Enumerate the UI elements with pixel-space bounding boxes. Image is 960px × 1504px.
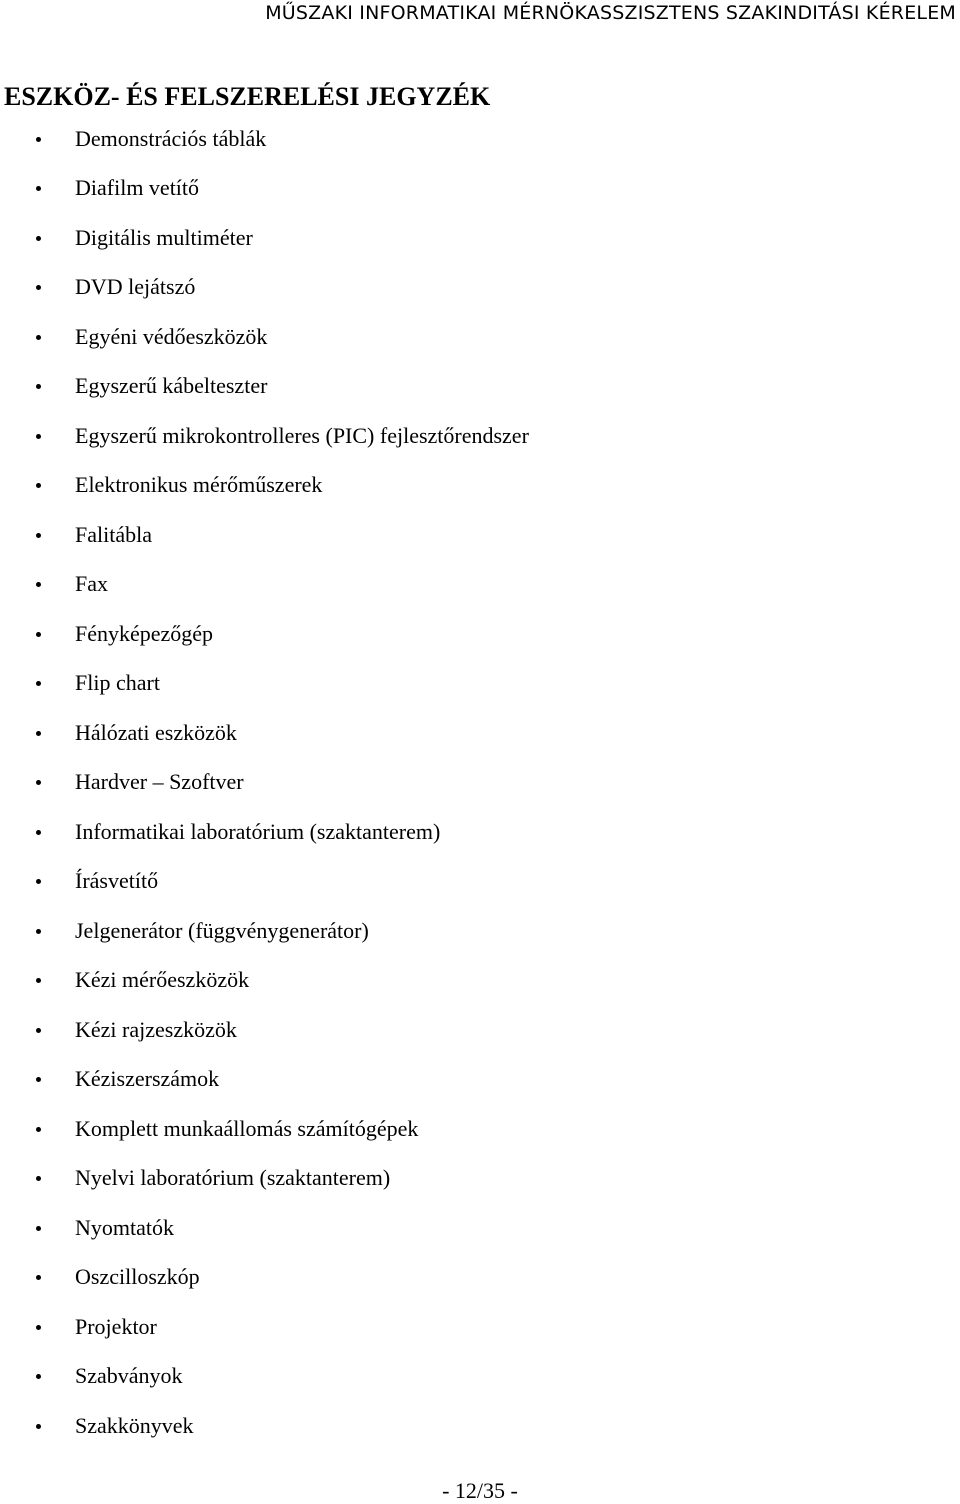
list-item-text: Elektronikus mérőműszerek (75, 472, 323, 498)
bullet-icon (36, 1424, 41, 1429)
section-title: ESZKÖZ- ÉS FELSZERELÉSI JEGYZÉK (4, 82, 491, 111)
bullet-icon (36, 186, 41, 191)
list-item-text: Egyszerű mikrokontrolleres (PIC) fejlesztőrendszer (75, 422, 529, 448)
list-item-text: Kéziszerszámok (75, 1066, 220, 1092)
list-item-text: Komplett munkaállomás számítógépek (75, 1115, 419, 1141)
list-item-text: Demonstrációs táblák (75, 125, 267, 151)
list-item-text: DVD lejátszó (75, 274, 196, 300)
bullet-icon (36, 1275, 41, 1280)
bullet-icon (36, 533, 41, 538)
list-item-text: Fax (75, 571, 108, 597)
bullet-icon (36, 830, 41, 835)
page-number: - 12/35 - (442, 1478, 518, 1503)
list-item-text: Szakkönyvek (75, 1412, 194, 1438)
list-item-text: Informatikai laboratórium (szaktanterem) (75, 818, 441, 844)
list-item-text: Diafilm vetítő (75, 175, 200, 201)
bullet-icon (36, 335, 41, 340)
bullet-icon (36, 1176, 41, 1181)
list-item-text: Szabványok (75, 1363, 183, 1389)
list-item-text: Falitábla (75, 521, 152, 547)
list-item-text: Hardver – Szoftver (75, 769, 244, 795)
bullet-icon (36, 236, 41, 241)
list-item-text: Oszcilloszkóp (75, 1264, 200, 1290)
bullet-icon (36, 632, 41, 637)
running-header: MŰSZAKI INFORMATIKAI MÉRNÖKASSZISZTENS SZAKINDITÁSI KÉRELEM (265, 2, 956, 24)
list-item-text: Nyelvi laboratórium (szaktanterem) (75, 1165, 391, 1191)
bullet-icon (36, 137, 41, 142)
bullet-icon (36, 780, 41, 785)
bullet-icon (36, 483, 41, 488)
list-item-text: Fényképezőgép (75, 620, 214, 646)
list-item-text: Jelgenerátor (függvénygenerátor) (75, 917, 369, 943)
bullet-icon (36, 285, 41, 290)
bullet-icon (36, 384, 41, 389)
list-item-text: Digitális multiméter (75, 224, 253, 250)
bullet-icon (36, 978, 41, 983)
bullet-icon (36, 434, 41, 439)
bullet-icon (36, 1127, 41, 1132)
list-item-text: Írásvetítő (75, 868, 159, 894)
list-item-text: Flip chart (75, 670, 160, 696)
bullet-icon (36, 681, 41, 686)
bullet-icon (36, 582, 41, 587)
bullet-icon (36, 1374, 41, 1379)
list-item-text: Hálózati eszközök (75, 719, 237, 745)
list-item-text: Egyszerű kábelteszter (75, 373, 268, 399)
bullet-icon (36, 929, 41, 934)
bullet-icon (36, 1226, 41, 1231)
list-item-text: Kézi rajzeszközök (75, 1016, 237, 1042)
bullet-icon (36, 879, 41, 884)
list-item-text: Nyomtatók (75, 1214, 174, 1240)
bullet-icon (36, 1077, 41, 1082)
bullet-icon (36, 731, 41, 736)
list-item-text: Egyéni védőeszközök (75, 323, 268, 349)
bullet-icon (36, 1028, 41, 1033)
list-item-text: Kézi mérőeszközök (75, 967, 250, 993)
bullet-icon (36, 1325, 41, 1330)
list-item-text: Projektor (75, 1313, 157, 1339)
